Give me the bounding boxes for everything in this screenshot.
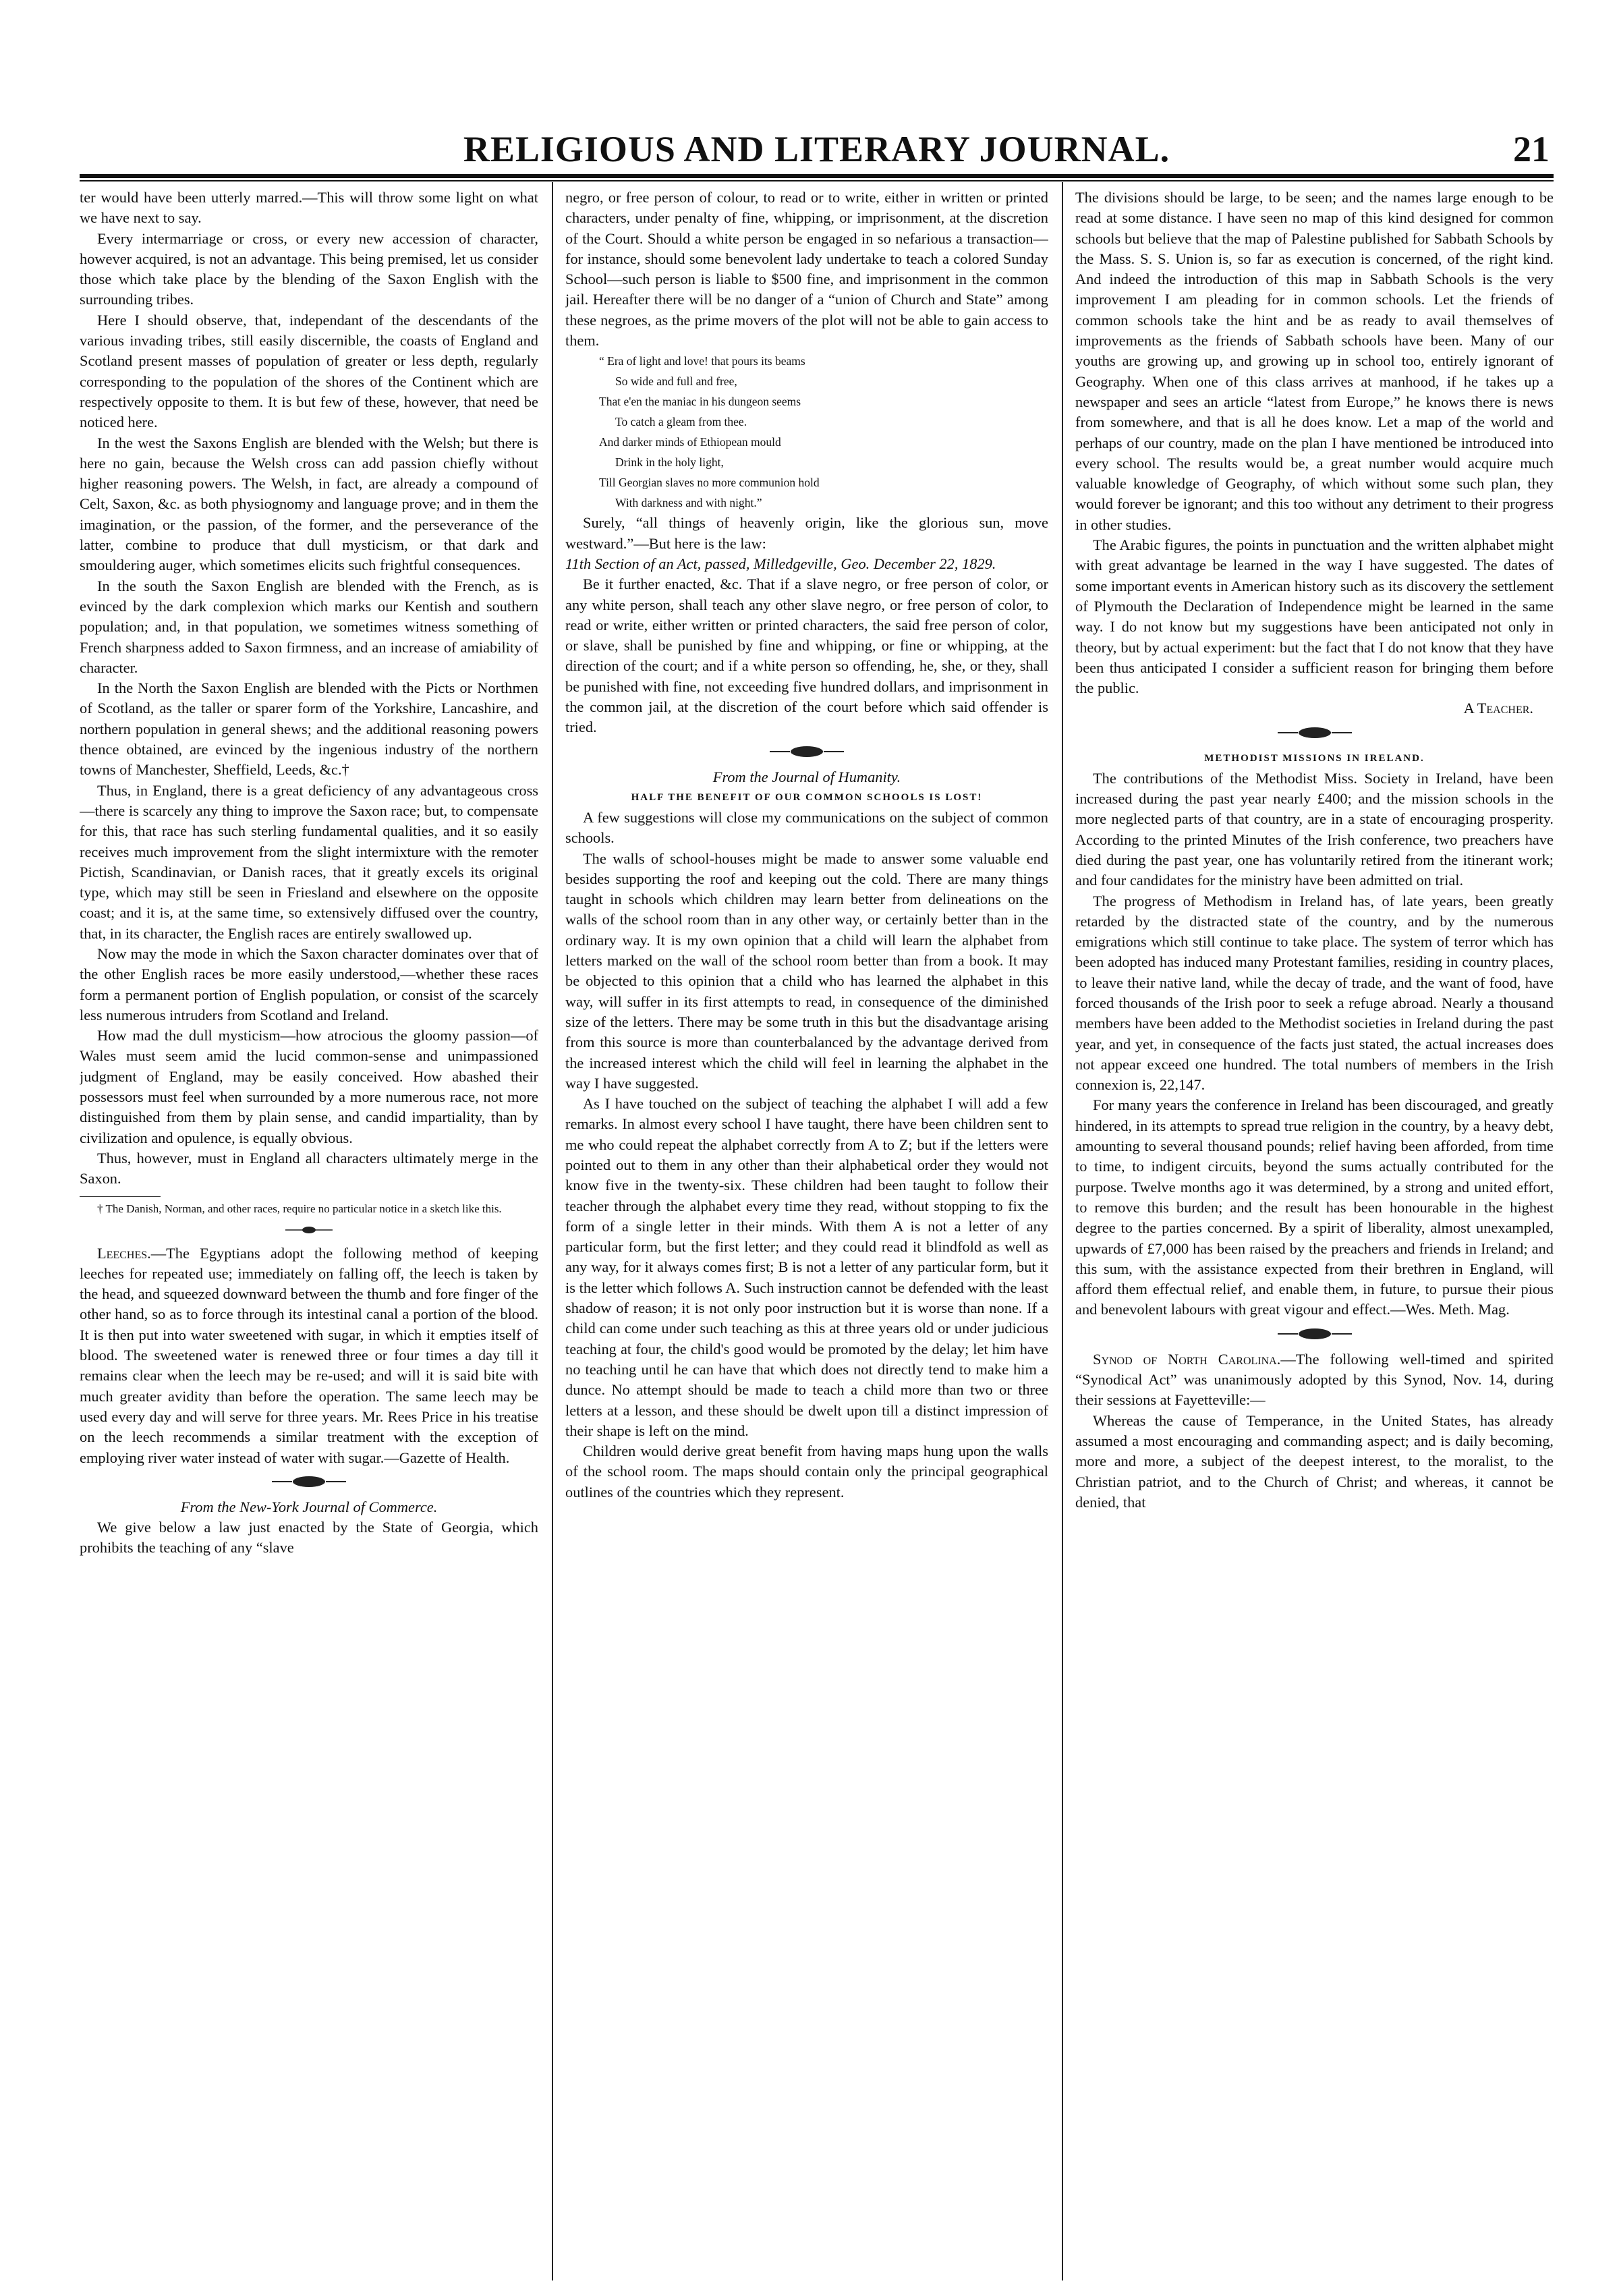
column-3 (1075, 188, 1554, 2279)
paragraph: Surely, “all things of heavenly origin, like the glorious sun, move westward.”—But here is the law: (565, 514, 1048, 552)
poem-line: And darker minds of Ethiopean mould (599, 435, 781, 449)
paragraph: The progress of Methodism in Ireland has, of late years, been greatly retarded by the distracted state of the country, and by the numerous emigrations which still continue to take place. The system of terror which has been adopted has induced many Protestant families, residing in country places, to leave their native land, while the decay of trade, and the want of food, have forced thousands of the Irish poor to seek a refuge abroad. Nearly a thousand members have been added to the Methodist societies in Ireland during the past year, and yet, in consequence of the facts just stated, the actual increases does not appear exceed one hundred. The total numbers of members in the Irish connexion is, 22,147. (1075, 892, 1554, 1094)
small-ornament-icon (80, 1223, 538, 1237)
paragraph: negro, or free person of colour, to read or to write, either in written or printed characters, under penalty of fine, whipping, or imprisonment, at the discretion of the Court. Should a white person be engaged in so nefarious a transaction—for instance, should some benevolent lady undertake to teach a colored Sunday School—such person is liable to $500 fine, and imprisonment in the common jail. Hereafter there will be no danger of a “union of Church and State” among these negroes, as the prime movers of the plot will not be able to gain access to them. (565, 189, 1048, 349)
column-divider (552, 182, 553, 2280)
paragraph: Be it further enacted, &c. That if a slave negro, or free person of color, or any white person, shall teach any other slave negro, or free person of color, to read or write, either written or printed characters, the said free person of color, or slave, shall be punished by fine and whipping, or fine or whipping, at the direction of the court; and if a white person so offending, he, she, or they, shall be punished with fine, not exceeding five hundred dollars, and imprisonment in the common jail, at the discretion of the court before which said offender is tried. (565, 576, 1048, 736)
paragraph: In the North the Saxon English are blended with the Picts or Northmen of Scotland, as the taller or sparer form of the Yorkshire, Lancashire, and northern population in general shews; and the additional reasoning powers thence obtained, are evinced by the ingenious industry of the northern towns of Manchester, Sheffield, Leeds, &c.† (80, 679, 538, 779)
ornament-divider-icon (80, 1475, 538, 1490)
source-heading: From the New-York Journal of Commerce. (180, 1498, 438, 1515)
paragraph: As I have touched on the subject of teaching the alphabet I will add a few remarks. In almost every school I have taught, there have been children sent to me who could repeat the alphabet correctly from A to Z; but if the letters were pointed out to them in any other than their alphabetical order they would not know five in the twenty-six. These children had been taught to follow their teacher through the alphabet every time they read, without stopping to fix the form of a single letter in their minds. With them A is not a letter of any particular form, but the first letter; and they could read it blindfold as well as any way, for it always comes first; B is not a letter of any particular form, but it is the letter which follows A. Such instruction cannot be defended with the least shadow of reason; it is not only poor instruction but it is worse than none. If a child can come under such teaching as this at three years old or under judicious teaching at four, the child's good would be promoted by the delay; let him have no teaching until he can have that which does not directly tend to make him a dunce. No attempt should be made to teach a child more than two or three letters at a lesson, and these should be dwelt upon till a distinct impression of their shape is left on the mind. (565, 1095, 1048, 1439)
article-heading: HALF THE BENEFIT OF OUR COMMON SCHOOLS IS LOST! (631, 791, 983, 803)
paragraph: A few suggestions will close my communications on the subject of common schools. (565, 808, 1048, 847)
paragraph: The walls of school-houses might be made to answer some valuable end besides supporting the roof and keeping out the cold. There are many things taught in schools which children may learn better from delineations on the walls of the school room than in any other way, or certainly better than in the ordinary way. It is my own opinion that a child will learn the alphabet from letters marked on the wall of the school room better than from a book. It may be objected to this opinion that a child who has learned the alphabet in this way, will suffer in its first attempts to read, in consequence of the diminished size of the letters. There may be some truth in this but the disadvantage arising from this source is more than counterbalanced by the advantage derived from the increased interest which the child will feel in learning the alphabet in the way I have suggested. (565, 849, 1048, 1092)
article-synod (1075, 1349, 1554, 1411)
poem-line: Till Georgian slaves no more communion hold (599, 476, 820, 490)
ornament-divider-icon (1075, 726, 1554, 741)
article-leeches (80, 1243, 538, 1468)
article-body: —The following well-timed and spirited “Synodical Act” was unanimously adopted by this Synod, Nov. 14, during their sessions at Fayetteville:— (1075, 1350, 1554, 1409)
paragraph: Here I should observe, that, independant of the descendants of the various invading tribes, still easily discernible, the coasts of England and Scotland present masses of population of greater or less depth, regularly corresponding to the population of the shores of the Continent which are respectively opposite to them. It is but few of these, however, that need be noticed here. (80, 311, 538, 431)
footnote-rule (80, 1196, 161, 1197)
poem-line: That e'en the maniac in his dungeon seems (599, 395, 801, 409)
column-1 (80, 188, 538, 2279)
article-lead: Synod of North Carolina. (1093, 1350, 1281, 1368)
header-rule-thin (80, 180, 1554, 181)
paragraph: In the south the Saxon English are blended with the French, as is evinced by the dark complexion which marks our Kentish and southern population; and, in that population, we sometimes witness something of French sharpness added to Saxon firmness, and an increase of amiability of character. (80, 577, 538, 676)
paragraph: We give below a law just enacted by the State of Georgia, which prohibits the teaching of any “slave (80, 1519, 538, 1557)
paragraph: The divisions should be large, to be seen; and the names large enough to be read at some distance. I have seen no map of this kind designed for common schools but believe that the map of Palestine published for Sabbath Schools by the Mass. S. S. Union is, so far as execution is concerned, of the right kind. And indeed the introduction of this map in Sabbath Schools is the very improvement I am pleading for in common schools. Let the friends of common schools take the hint and be as ready to avail themselves of improvements as the friends of Sabbath schools have been. Many of our youths are growing up, and growing up in school too, entirely ignorant of Geography. When one of this class arrives at manhood, if he takes up a newspaper and sees an article “latest from Europe,” he knows there is news from somewhere, and that is all he does know. Let a map of the world and perhaps of our country, made on the plan I have mentioned be introduced into every school. The results would be, a great number would acquire much valuable knowledge of Geography, of which without some such plan, they would forever be ignorant; and this too without any detriment to their progress in other studies. (1075, 189, 1554, 533)
poem-line: “ Era of light and love! that pours its beams (599, 354, 805, 368)
paragraph: How mad the dull mysticism—how atrocious the gloomy passion—of Wales must seem amid the lucid common-sense and unimpassioned judgment of England, may be easily conceived. How abashed their possessors must feel when surrounded by a more numerous race, not more distinguished from them by plain sense, and candid impartiality, than by civilization and opulence, is equally obvious. (80, 1027, 538, 1146)
signature: A Teacher. (1463, 700, 1533, 717)
poem-line: Drink in the holy light, (615, 455, 724, 470)
poem-line: With darkness and with night.” (615, 496, 762, 510)
poem-line: To catch a gleam from thee. (615, 415, 747, 429)
paragraph: In the west the Saxons English are blended with the Welsh; but there is here no gain, because the Welsh cross can add passion chiefly without higher reasoning powers. The Welsh, in fact, are already a compound of Celt, Saxon, &c. as both physiognomy and language prove; and in them the imagination, or the passion, of the former, and the perseverance of the latter, combine to produce that dull mysticism, or that dark and smouldering auger, which sometimes elicits such frightful consequences. (80, 434, 538, 574)
page-header (80, 128, 1554, 171)
paragraph: Children would derive great benefit from having maps hung upon the walls of the school room. The maps should contain only the principal geographical outlines of the countries which they represent. (565, 1443, 1048, 1501)
paragraph: Now may the mode in which the Saxon character dominates over that of the other English races be more easily understood,—whether these races form a permanent portion of English population, or consist of the scarcely less numerous intruders from Scotland and Ireland. (80, 945, 538, 1024)
paragraph: Thus, in England, there is a great deficiency of any advantageous cross—there is scarcely any thing to improve the Saxon race; but, to compensate for this, that race has such sterling fundamental qualities, and it so easily receives much improvement from the slight intermixture with the remoter Pictish, Scandinavian, or Danish races, that it greatly excels its original type, which may still be seen in Friesland and elsewhere on the opposite coast; and it is, at the same time, so extensively diffused over the country, that, in its character, the English races are entirely swallowed up. (80, 781, 538, 942)
ornament-divider-icon (1075, 1327, 1554, 1343)
paragraph: The contributions of the Methodist Miss. Society in Ireland, have been increased during the past year nearly £400; and the mission schools in the more neglected parts of that country, are in a state of encouraging prosperity. According to the printed Minutes of the Irish conference, two preachers have died during the past year, one has voluntarily retired from the itinerant work; and four candidates for the ministry have been admitted on trial. (1075, 769, 1554, 889)
journal-title: RELIGIOUS AND LITERARY JOURNAL. (463, 129, 1170, 169)
source-heading: From the Journal of Humanity. (712, 768, 901, 785)
article-body: —The Egyptians adopt the following method of keeping leeches for repeated use; immediately on falling off, the leech is taken by the head, and squeezed downward between the thumb and fore finger of the other hand, so as to force through its intestinal canal a portion of the blood. It is then put into water sweetened with sugar, in which it empties itself of blood. The sweetened water is renewed three or four times a day till it remains clear when the leech may be re-used; and will it is said bite with much greater avidity than before the operation. The same leech may be used every day and will serve for three years. Mr. Rees Price in his treatise on the leech recommends a similar treatment with the exception of employing river water instead of water with sugar.—Gazette of Health. (80, 1244, 538, 1466)
article-heading: METHODIST MISSIONS IN IRELAND. (1204, 752, 1425, 764)
ornament-divider-icon (565, 745, 1048, 760)
paragraph: The Arabic figures, the points in punctuation and the written alphabet might with great advantage be learned in the way I have suggested. The dates of some important events in American history such as its discovery the settlement of Plymouth the Declaration of Independence might be learned in the same way. I do not know but my suggestions have been anticipated not only in theory, but by actual experiment: but the fact that I do not know that they have been thus anticipated I consider a sufficient reason for bringing them before the public. (1075, 536, 1554, 697)
page-number: 21 (1513, 129, 1550, 169)
paragraph: For many years the conference in Ireland has been discouraged, and greatly hindered, in its attempts to spread true religion in the country, by a heavy debt, amounting to several thousand pounds; relief having been afforded, from time to time, to indigent circuits, beyond the sums actually contributed for the purpose. Twelve months ago it was determined, by a strong and united effort, to remove this burden; and the result has been honourable in the highest degree to the parties concerned. By a spirit of liberality, almost unexampled, upwards of £7,000 has been raised by the preachers and friends in Ireland; and this sum, with the assistance expected from their brethren in England, will afford them effectual relief, and enable them, in future, to pursue their pious and benevolent labours with great vigour and effect.—Wes. Meth. Mag. (1075, 1096, 1554, 1318)
footnote: † The Danish, Norman, and other races, require no particular notice in a sketch like this. (97, 1202, 502, 1215)
paragraph: Thus, however, must in England all characters ultimately merge in the Saxon. (80, 1149, 538, 1187)
header-rule (80, 174, 1554, 178)
paragraph: Every intermarriage or cross, or every new accession of character, however acquired, is not an advantage. This being premised, let us consider those which take place by the blending of the Saxon English with the surrounding tribes. (80, 229, 538, 308)
column-2 (565, 188, 1048, 2279)
article-lead: Leeches. (97, 1244, 151, 1262)
column-divider (1062, 182, 1063, 2280)
poem (565, 351, 1048, 513)
poem-line: So wide and full and free, (615, 374, 737, 389)
paragraph: ter would have been utterly marred.—This will throw some light on what we have next to say. (80, 189, 538, 227)
act-heading: 11th Section of an Act, passed, Milledgeville, Geo. December 22, 1829. (565, 555, 996, 572)
paragraph: Whereas the cause of Temperance, in the United States, has already assumed a most encouraging and commanding aspect; and is daily becoming, more and more, a subject of the deepest interest, to the moralist, to the Christian patriot, and to the Church of Christ; and whereas, it cannot be denied, that (1075, 1411, 1554, 1511)
